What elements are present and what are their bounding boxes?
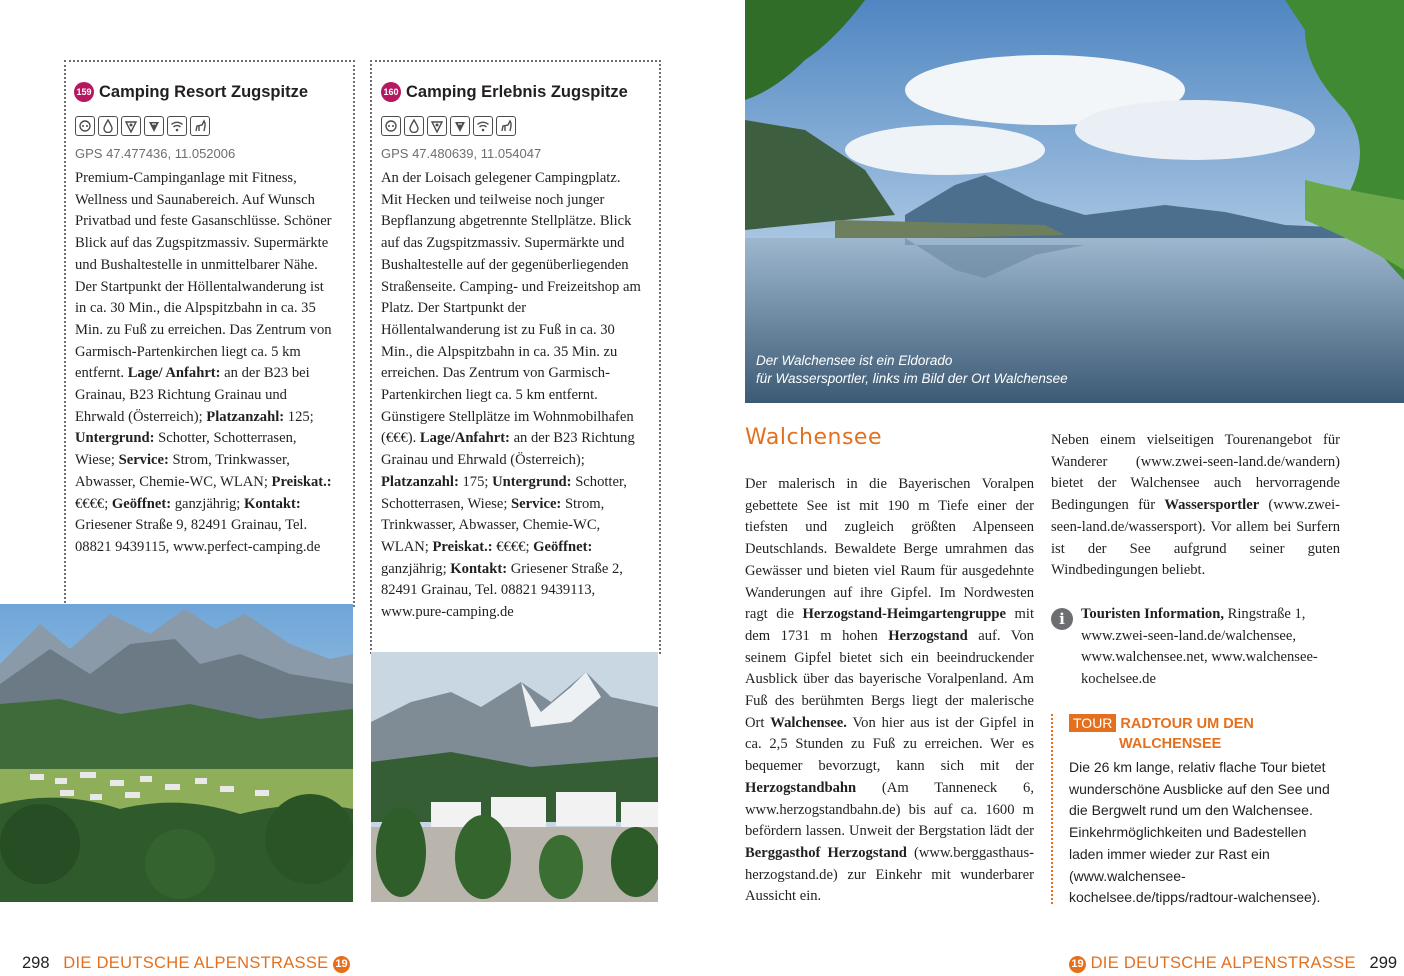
fact-platzanzahl: Platzanzahl: 175;: [381, 473, 493, 490]
amenity-icons-160: [381, 116, 516, 136]
water-icon: [98, 116, 118, 136]
left-page-footer: [22, 954, 350, 973]
tour-text: Die 26 km lange, relativ flache Tour bietet wunderschöne Ausblicke auf den See und die Bergwelt rund um den Walchensee. Einkehrmöglichkeiten und Badestellen laden immer wieder zur Rast ein (www.walchensee-kochelsee.de/tipps/radtour-walchensee).: [1069, 759, 1330, 906]
waste-icon: [450, 116, 470, 136]
caption-line-1: Der Walchensee ist ein Eldorado: [756, 353, 953, 368]
right-page-footer: [1069, 954, 1397, 973]
fact-geoeffnet: Geöffnet: ganzjährig;: [381, 538, 593, 577]
tour-box: [1051, 714, 1353, 904]
section-heading: Walchensee: [745, 425, 882, 450]
fact-service: Service: Strom, Trinkwasser, Abwasser, Chemie-WC, WLAN;: [381, 495, 605, 555]
campsite-description-160: [381, 168, 643, 624]
info-icon: i: [1051, 608, 1073, 630]
description-text: An der Loisach gelegener Campingplatz. Mit Hecken und teilweise noch junger Bepflanzung abgetrennte Stellplätze. Blick auf das Zugspitzmassiv. Supermärkte und Bushaltestelle auf der gegenüberliegenden Straßenseite. Camping- und Freizeitshop am Platz. Der Startpunkt der Höllentalwanderung ist zu Fuß in ca. 30 Min., die Alpspitzbahn in ca. 35 Min. zu erreichen. Das Zentrum von Garmisch-Partenkirchen liegt ca. 5 km entfernt. Günstigere Stellplätze im Wohnmobilhafen (€€€).: [381, 170, 641, 447]
fact-preiskat: Preiskat.: €€€€;: [75, 473, 332, 512]
description-text: Premium-Campinganlage mit Fitness, Wellness und Saunabereich. Auf Wunsch Privatbad und feste Gasanschlüsse. Schöner Blick auf das Zugspitzmassiv. Supermärkte und Bushaltestelle in unmittelbarer Nähe. Der Startpunkt der Höllentalwanderung ist in ca. 30 Min., die Alpspitzbahn in ca. 35 Min. zu Fuß zu erreichen. Das Zentrum von Garmisch-Partenkirchen liegt ca. 5 km entfernt.: [75, 170, 332, 382]
fact-platzanzahl: Platzanzahl: 125;: [206, 408, 314, 425]
fact-untergrund: Untergrund: Schotter, Schotterrasen, Wiese;: [75, 430, 297, 469]
fact-lage: Lage/Anfahrt: an der B23 Richtung Grainau und Ehrwald (Österreich);: [381, 430, 635, 469]
wifi-icon: [473, 116, 493, 136]
power-icon: [381, 116, 401, 136]
info-label: Touristen Information,: [1081, 606, 1224, 622]
campsite-title-160: [381, 82, 628, 102]
wifi-icon: [167, 116, 187, 136]
waste-icon: [144, 116, 164, 136]
running-title: DIE DEUTSCHE ALPENSTRASSE: [1090, 954, 1356, 972]
running-title: DIE DEUTSCHE ALPENSTRASSE: [63, 954, 329, 972]
fact-untergrund: Untergrund: Schotter, Schotterrasen, Wiese;: [381, 473, 627, 512]
tour-label: TOUR: [1069, 714, 1116, 732]
campsite-name: Camping Erlebnis Zugspitze: [406, 83, 628, 101]
campsite-number-badge: 159: [74, 82, 94, 102]
gps-coordinates-159: GPS 47.477436, 11.052006: [75, 146, 236, 161]
walchensee-photo: [745, 0, 1404, 403]
amenity-icons-159: [75, 116, 210, 136]
dog-icon: [496, 116, 516, 136]
fact-kontakt: Kontakt: Griesener Straße 2, 82491 Grainau, Tel. 08821 9439113, www.pure-camping.de: [381, 560, 623, 621]
power-icon: [75, 116, 95, 136]
photo-caption: [756, 352, 1156, 388]
water-icon: [404, 116, 424, 136]
info-text: Ringstraße 1, www.zwei-seen-land.de/walchensee, www.walchensee.net, www.walchensee-kochelsee.de: [1081, 606, 1318, 688]
tour-title-line-2: WALCHENSEE: [1119, 736, 1222, 752]
dog-icon: [190, 116, 210, 136]
motorhome-photo-zugspitze: [371, 652, 658, 902]
campsite-description-159: [75, 168, 337, 559]
caption-line-2: für Wassersportler, links im Bild der Ort Walchensee: [756, 371, 1068, 386]
campsite-photo-zugspitze: [0, 604, 353, 902]
tour-title-line-1: RADTOUR UM DEN: [1120, 716, 1254, 732]
fact-geoeffnet: Geöffnet: ganzjährig;: [111, 495, 245, 512]
fact-service: Service: Strom, Trinkwasser, Abwasser, Chemie-WC, WLAN;: [75, 452, 290, 490]
walchensee-main-text: Der malerisch in die Bayerischen Voralpen gebettete See ist mit 190 m Tiefe einer der tiefsten und zugleich größten Alpenseen Deutschlands. Bewaldete Berge umrahmen das Gewässer und bieten viel Raum für ausgedehnte Wanderungen auf ihre Gipfel. Im Nordwesten ragt die Herzogstand-Heimgartengruppe mit dem 1731 m hohen Herzogstand auf. Von seinem Gipfel bietet sich ein beeindruckender Ausblick über das bayerische Voralpenland. Am Fuß des berühmten Bergs liegt der malerische Ort Walchensee. Von hier aus ist der Gipfel in ca. 2,5 Stunden zu Fuß zu erreichen. Wer es bequemer bevorzugt, kann sich mit der Herzogstandbahn (Am Tanneneck 6, www.herzogstandbahn.de) bis auf ca. 1600 m befördern lassen. Unweit der Bergstation lädt der Berggasthof Herzogstand (www.berggasthaus-herzogstand.de) zur Einkehr mit wunderbarer Aussicht ein.: [745, 476, 1034, 905]
fact-lage: Lage/ Anfahrt: an der B23 bei Grainau, B23 Richtung Grainau und Ehrwald (Österreich);: [75, 365, 310, 425]
campsite-number-badge: 160: [381, 82, 401, 102]
page-number: 298: [22, 954, 50, 972]
fact-kontakt: Kontakt: Griesener Straße 9, 82491 Grainau, Tel. 08821 9439115, www.perfect-camping.de: [75, 495, 321, 555]
campsite-name: Camping Resort Zugspitze: [99, 83, 309, 101]
page-number: 299: [1369, 954, 1398, 972]
chapter-badge: 19: [1069, 956, 1086, 973]
campsite-title-159: [74, 82, 308, 102]
chapter-badge: 19: [333, 956, 350, 973]
walchensee-sidebar-text: Neben einem vielseitigen Tourenangebot für Wanderer (www.zwei-seen-land.de/wandern) bietet der Walchensee auch hervorragende Bedingungen für Wassersportler (www.zwei-seen-land.de/wassersport). Vor allem bei Surfern ist der See aufgrund seiner guten Windbedingungen beliebt.: [1051, 432, 1340, 579]
gps-coordinates-160: GPS 47.480639, 11.054047: [381, 146, 542, 161]
dump-station-icon: [427, 116, 447, 136]
dump-station-icon: [121, 116, 141, 136]
fact-preiskat: Preiskat.: €€€€;: [432, 538, 534, 555]
